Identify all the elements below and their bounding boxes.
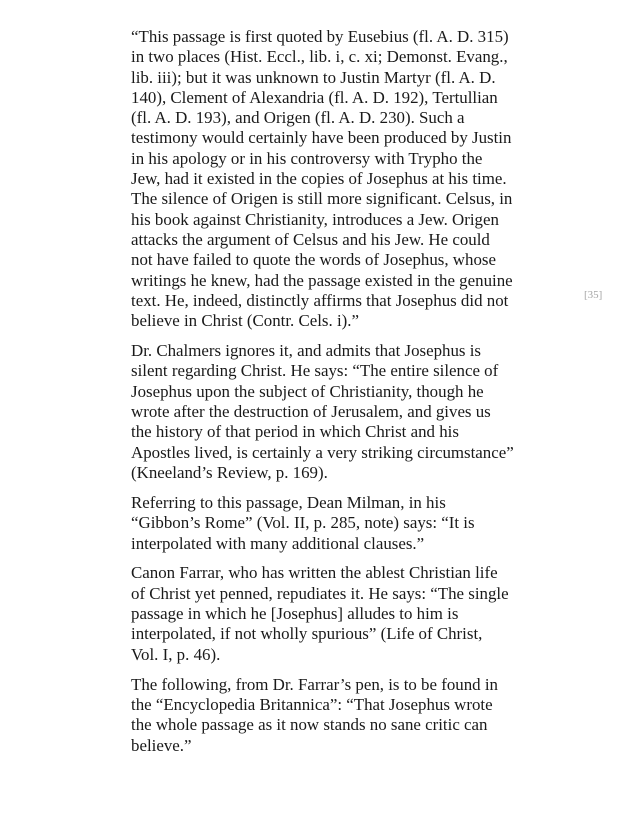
paragraph-milman: Referring to this passage, Dean Milman, in his “Gibbon’s Rome” (Vol. II, p. 285, note) says: “It is interpolated with many additional clauses.” — [131, 492, 475, 553]
paragraph-eusebius-quote: “This passage is first quoted by Eusebius (fl. A. D. 315) in two places (Hist. Eccl., lib. i, c. xi; Demonst. Evang., lib. iii); but it was unknown to Justin Martyr (fl. A. D. 140), Clement of Alexandria (fl. A. D. 192), Tertullian (fl. A. D. 193), and Origen (fl. A. D. 230). Such a testimony would certainly have been produced by Justin in his apology or in his controversy with Trypho the Jew, had it existed in the copies of Josephus at his time. The silence of Origen is still more significant. Celsus, in his book against Christianity, introduces a Jew. Origen attacks the argument of Celsus and his Jew. He could not have failed to quote the words of Josephus, whose writings he knew, had the passage existed in the genuine text. He, indeed, distinctly affirms that Josephus did not believe in Christ (Contr. Cels. i).” — [131, 27, 513, 331]
page-body — [131, 27, 516, 756]
paragraph-britannica: The following, from Dr. Farrar’s pen, is to be found in the “Encyclopedia Britannica”: “That Josephus wrote the whole passage as it now stands no sane critic can believe.” — [131, 674, 498, 755]
page-number-marker: [35] — [584, 289, 603, 301]
paragraph-farrar: Canon Farrar, who has written the ablest Christian life of Christ yet penned, repudiates it. He says: “The single passage in which he [Josephus] alludes to him is interpolated, if not wholly spurious” (Life of Christ, Vol. I, p. 46). — [131, 563, 509, 664]
paragraph-chalmers: Dr. Chalmers ignores it, and admits that Josephus is silent regarding Christ. He says: “The entire silence of Josephus upon the subject of Christianity, though he wrote after the destruction of Jerusalem, and gives us the history of that period in which Christ and his Apostles lived, is certainly a very striking circumstance” (Kneeland’s Review, p. 169). — [131, 341, 514, 482]
